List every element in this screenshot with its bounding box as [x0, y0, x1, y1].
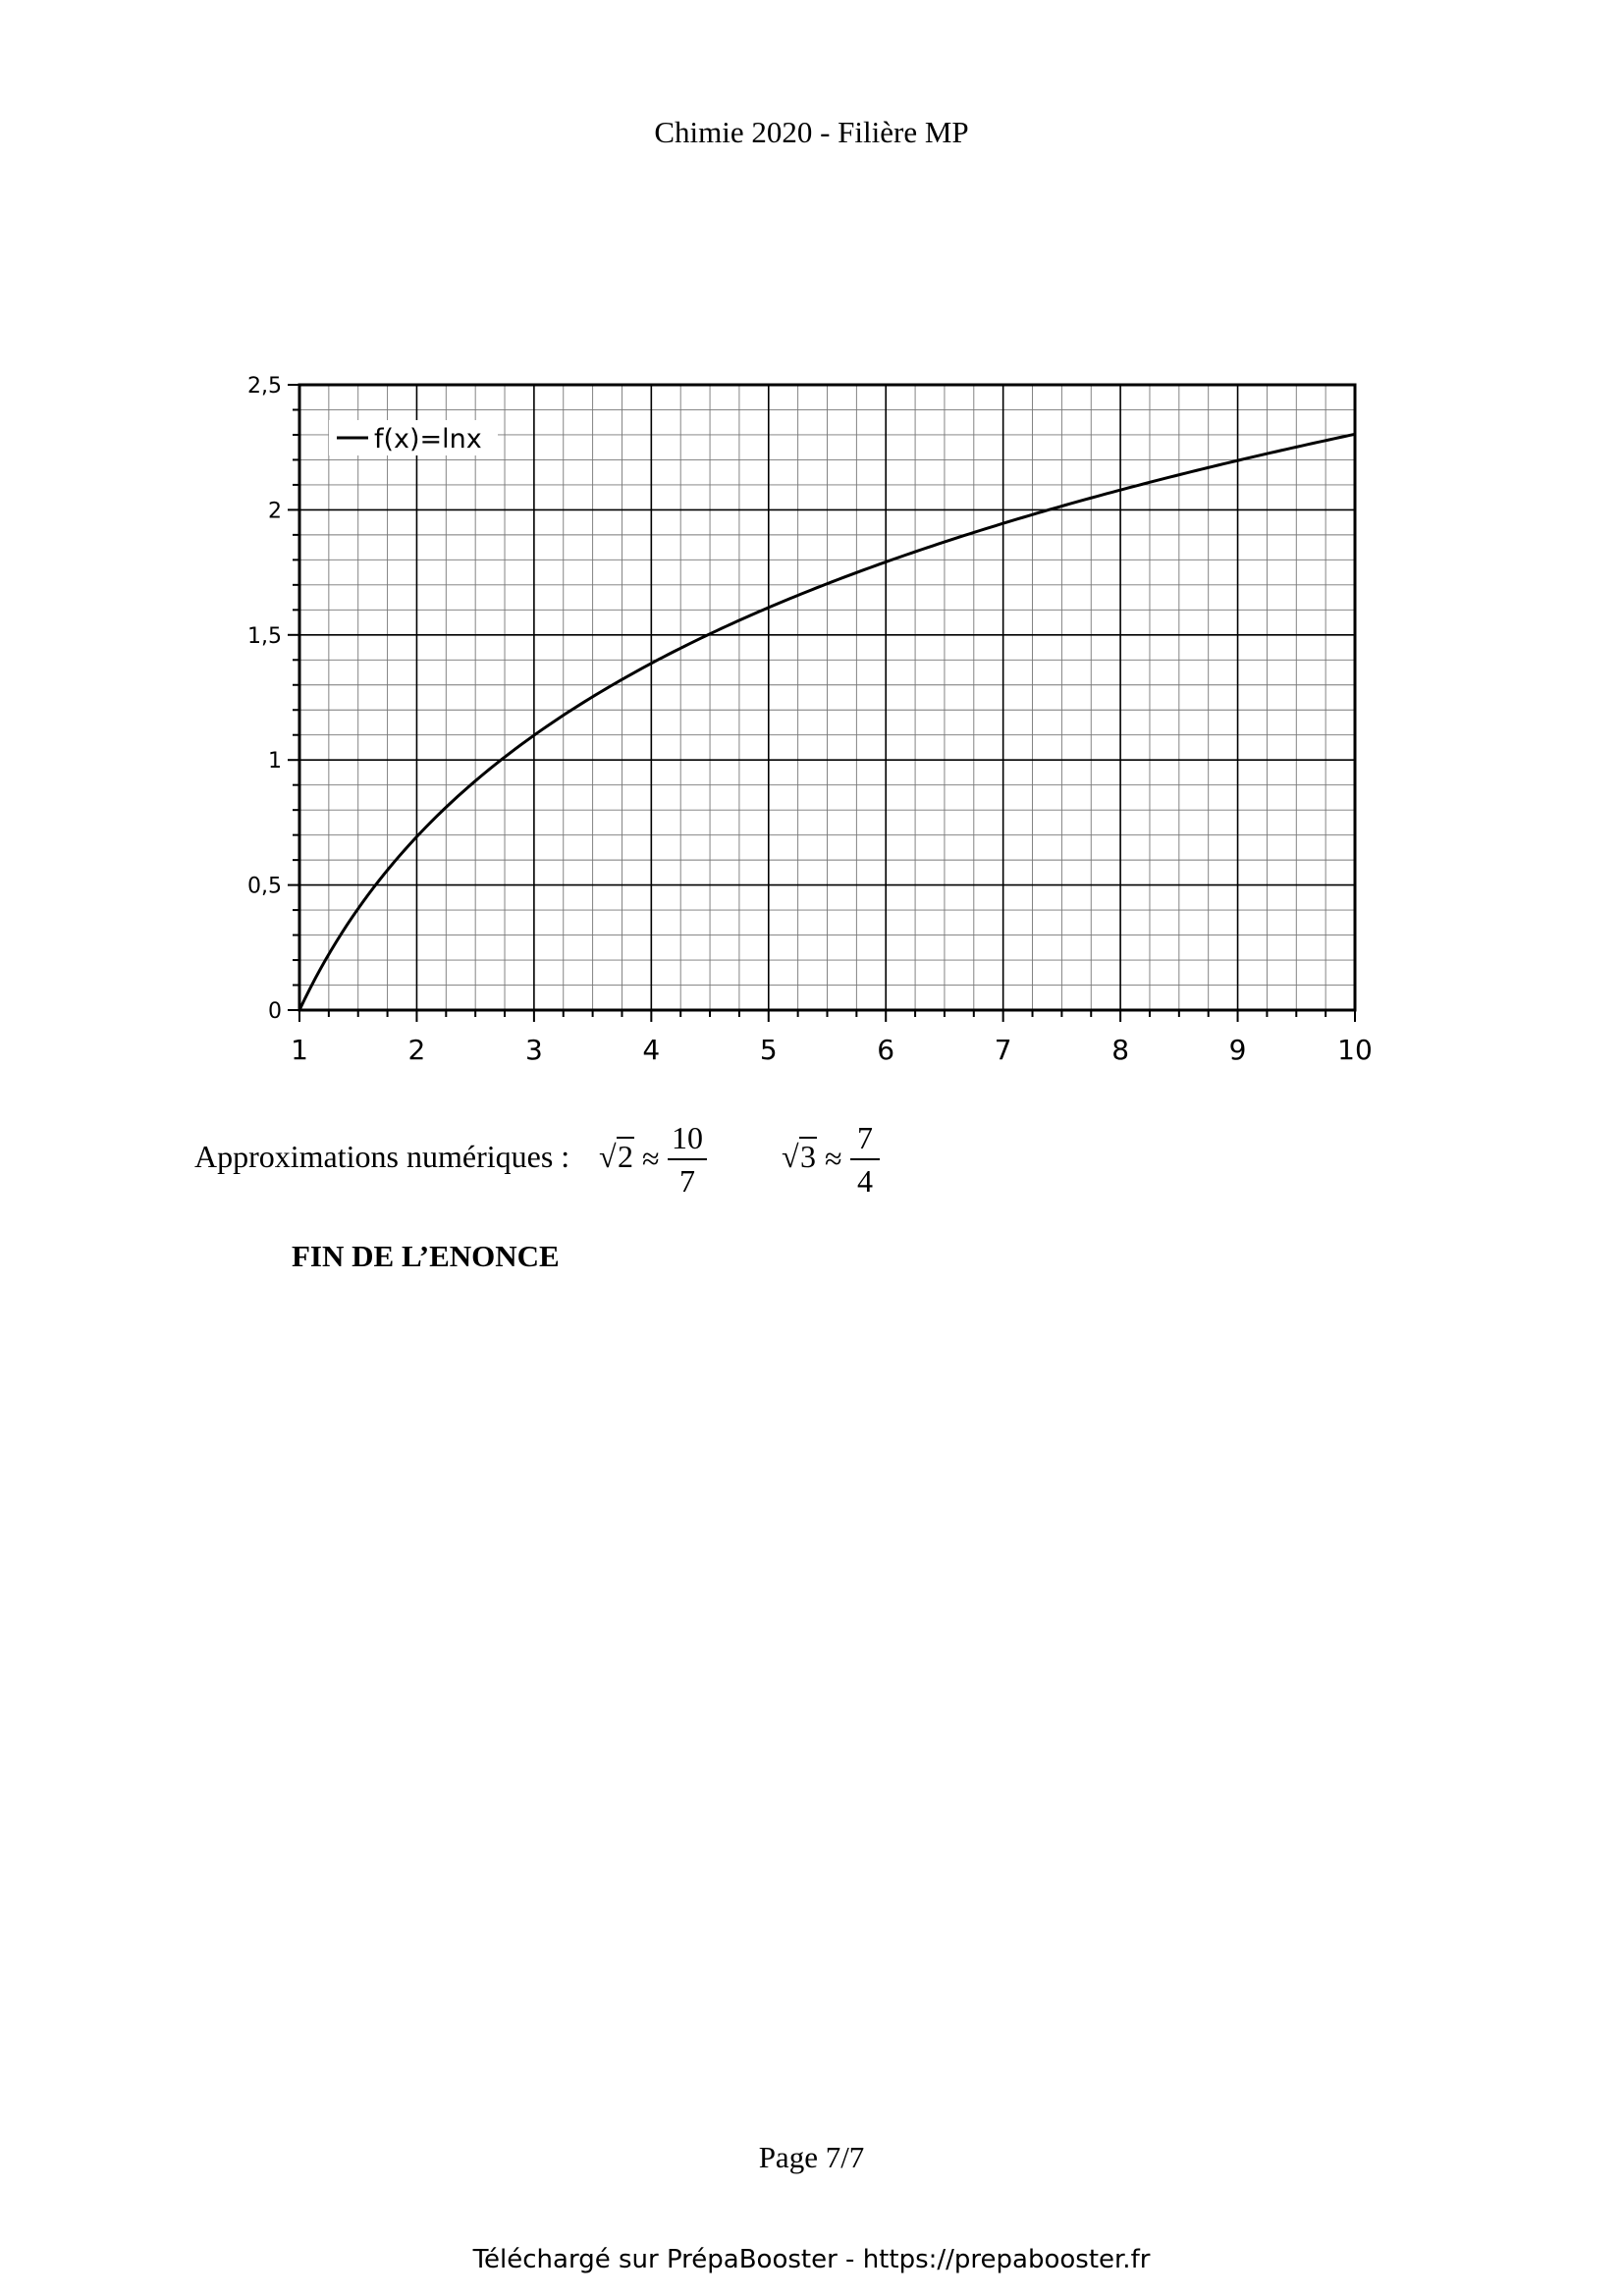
sqrt-symbol: √ — [782, 1139, 799, 1174]
y-tick-label: 2,5 — [247, 374, 282, 399]
x-tick-label: 6 — [877, 1034, 895, 1066]
x-tick-label: 10 — [1337, 1034, 1373, 1066]
y-tick-label: 0 — [268, 999, 282, 1024]
sqrt3-radicand: 3 — [800, 1139, 816, 1174]
y-tick-labels — [247, 374, 282, 1024]
sqrt2-fraction — [668, 1119, 707, 1200]
y-tick-label: 1,5 — [247, 623, 282, 649]
sqrt2-numerator: 10 — [672, 1120, 703, 1155]
legend-label: f(x)=lnx — [374, 424, 482, 454]
page-header: Chimie 2020 - Filière MP — [654, 115, 969, 149]
page-number: Page 7/7 — [758, 2140, 865, 2174]
sqrt-symbol: √ — [599, 1139, 617, 1174]
sqrt3-numerator: 7 — [857, 1120, 873, 1155]
sqrt3-denominator: 4 — [857, 1163, 873, 1199]
end-of-statement: FIN DE L’ENONCE — [292, 1239, 560, 1273]
y-tick-label: 2 — [268, 499, 282, 524]
x-tick-labels — [291, 1034, 1373, 1066]
x-tick-label: 1 — [291, 1034, 308, 1066]
ln-chart — [0, 0, 1623, 1080]
approximations-label: Approximations numériques : — [194, 1139, 570, 1174]
sqrt3-fraction — [850, 1119, 880, 1200]
axis-ticks — [288, 385, 1355, 1022]
x-tick-label: 3 — [524, 1034, 543, 1066]
x-tick-label: 8 — [1111, 1034, 1130, 1066]
x-tick-label: 4 — [642, 1034, 661, 1066]
y-tick-label: 0,5 — [247, 874, 282, 899]
x-tick-label: 9 — [1228, 1034, 1247, 1066]
download-footer: Téléchargé sur PrépaBooster - https://prepabooster.fr — [472, 2245, 1151, 2274]
x-tick-label: 2 — [407, 1034, 426, 1066]
grid-minor — [299, 385, 1355, 1010]
sqrt2-denominator: 7 — [679, 1163, 695, 1199]
x-tick-label: 7 — [994, 1034, 1012, 1066]
y-tick-label: 1 — [268, 749, 282, 774]
x-tick-label: 5 — [759, 1034, 778, 1066]
approx-symbol: ≈ — [825, 1141, 842, 1176]
approx-symbol: ≈ — [642, 1141, 660, 1176]
sqrt2-radicand: 2 — [618, 1139, 633, 1174]
